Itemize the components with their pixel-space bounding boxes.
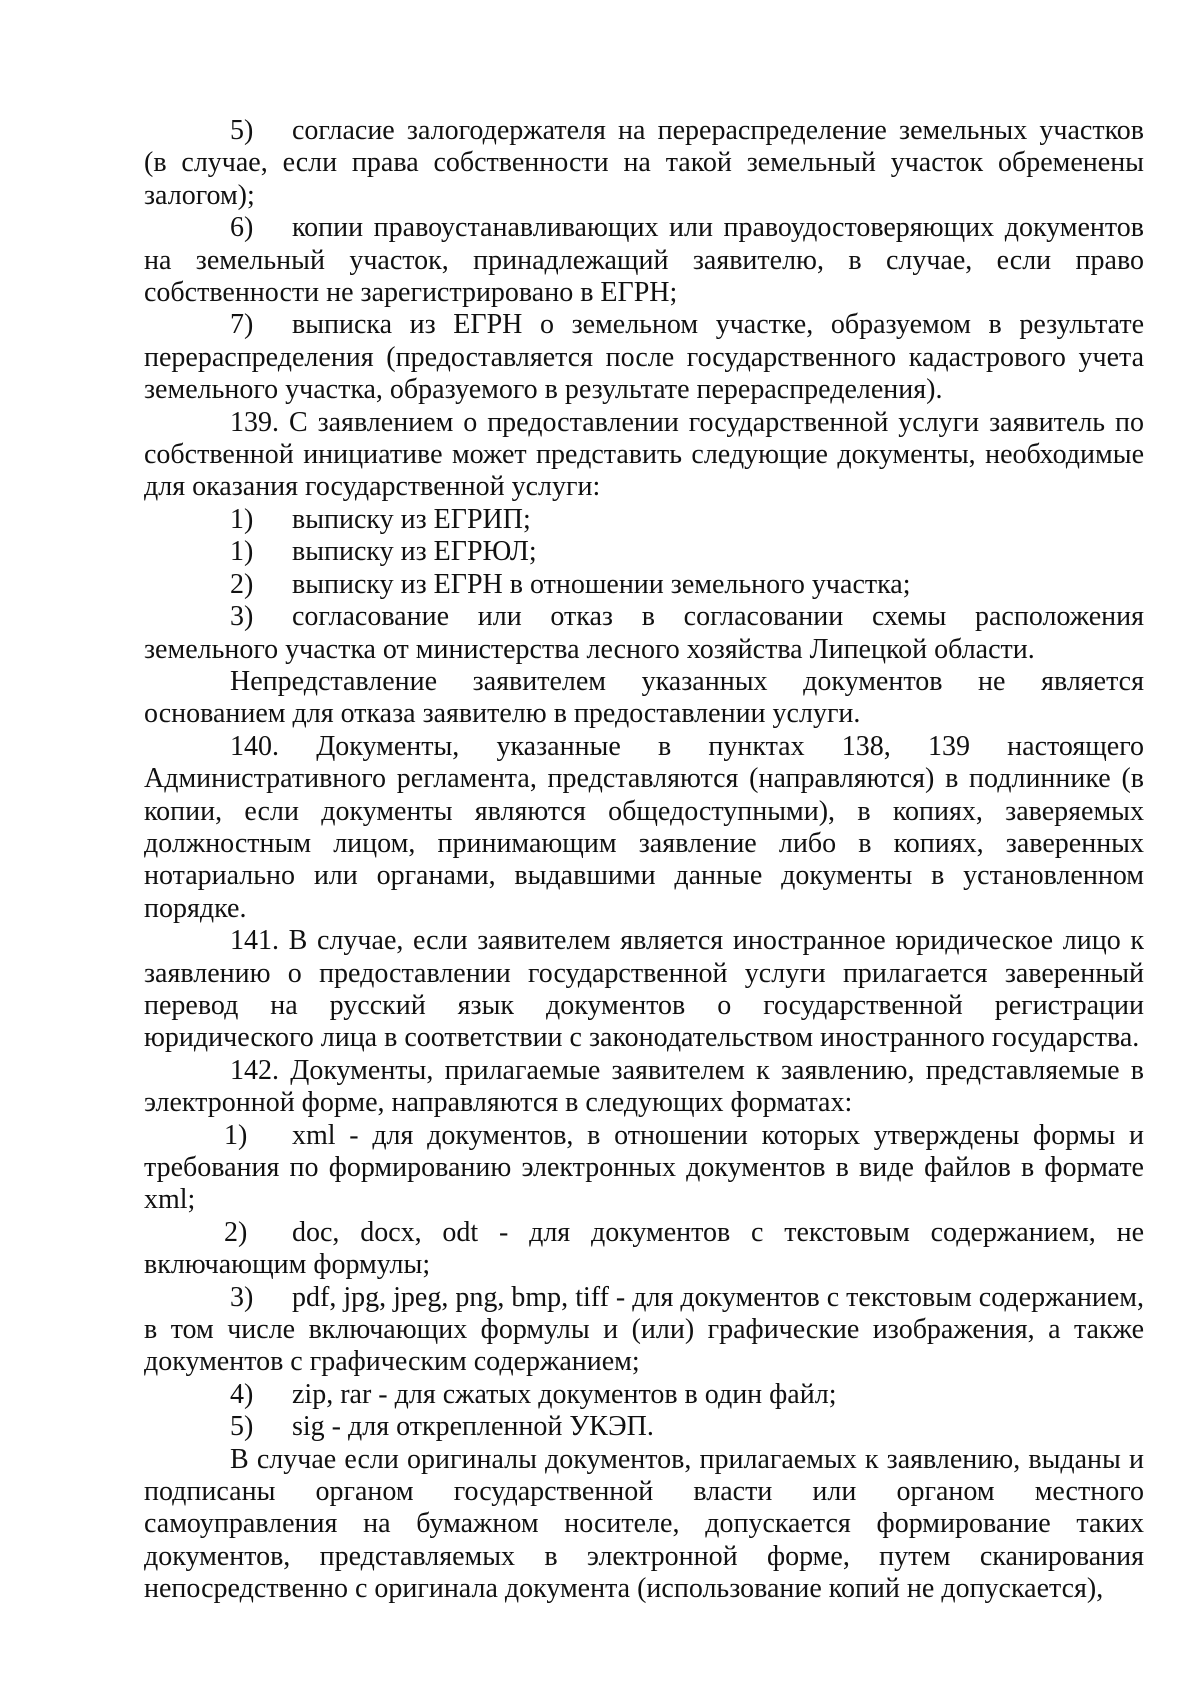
item-number: 5) — [230, 1411, 254, 1443]
list-item — [144, 1217, 1144, 1282]
list-item — [144, 569, 1144, 601]
item-text: копии правоустанавливающих или правоудостоверяющих документов на земельный участок, принадлежащий заявителю, в случае, если право собственности не зарегистрировано в ЕГРН; — [144, 212, 1144, 309]
item-number: 7) — [230, 309, 254, 341]
list-item — [144, 1120, 1144, 1217]
item-number: 2) — [224, 1216, 248, 1248]
item-text: doc, docx, odt - для документов с текстовым содержанием, не включающим формулы; — [144, 1216, 1144, 1281]
list-item — [144, 115, 1144, 212]
paragraph-142: 142. Документы, прилагаемые заявителем к заявлению, представляемые в электронной форме, направляются в следующих форматах: — [144, 1054, 1144, 1119]
item-number: 3) — [230, 601, 254, 633]
list-item — [144, 601, 1144, 666]
paragraph-originals: В случае если оригиналы документов, прилагаемых к заявлению, выданы и подписаны органом государственной власти или органом местного самоуправления на бумажном носителе, допускается формирование таких документов, представляемых в электронной форме, путем сканирования непосредственно с оригинала документа (использование копий не допускается), — [144, 1443, 1144, 1605]
list-item — [144, 309, 1144, 406]
item-text: выписку из ЕГРН в отношении земельного участка; — [292, 568, 911, 600]
item-number: 1) — [224, 1119, 248, 1151]
item-text: выписку из ЕГРИП; — [292, 503, 531, 535]
item-number: 6) — [230, 212, 254, 244]
item-text: согласование или отказ в согласовании схемы расположения земельного участка от министерства лесного хозяйства Липецкой области. — [144, 601, 1144, 665]
item-text: согласие залогодержателя на перераспределение земельных участков (в случае, если права собственности на такой земельный участок обременены залогом); — [144, 115, 1144, 211]
item-text: zip, rar - для сжатых документов в один файл; — [292, 1378, 837, 1410]
list-item — [144, 1411, 1144, 1443]
item-text: выписка из ЕГРН о земельном участке, образуемом в результате перераспределения (предоставляется после государственного кадастрового учета земельного участка, образуемого в результате перераспределения). — [144, 309, 1144, 406]
list-item — [144, 1379, 1144, 1411]
item-text: sig - для открепленной УКЭП. — [292, 1411, 654, 1443]
item-number: 4) — [230, 1378, 254, 1410]
item-number: 1) — [230, 503, 254, 535]
list-item — [144, 536, 1144, 568]
item-text: выписку из ЕГРЮЛ; — [292, 536, 537, 568]
item-number: 3) — [230, 1281, 254, 1313]
item-number: 2) — [230, 568, 254, 600]
item-number: 5) — [230, 115, 254, 146]
list-item — [144, 1282, 1144, 1379]
paragraph-139: 139. С заявлением о предоставлении государственной услуги заявитель по собственной инициативе может представить следующие документы, необходимые для оказания государственной услуги: — [144, 406, 1144, 503]
paragraph-141: 141. В случае, если заявителем является иностранное юридическое лицо к заявлению о предоставлении государственной услуги прилагается заверенный перевод на русский язык документов о государственной регистрации юридического лица в соответствии с законодательством иностранного государства. — [144, 925, 1144, 1054]
document-body — [144, 115, 1144, 1606]
item-text: pdf, jpg, jpeg, png, bmp, tiff - для документов с текстовым содержанием, в том числе включающих формулы и (или) графические изображения, а также документов с графическим содержанием; — [144, 1281, 1144, 1378]
list-item — [144, 504, 1144, 536]
item-text: xml - для документов, в отношении которых утверждены формы и требования по формированию электронных документов в виде файлов в формате xml; — [144, 1119, 1144, 1216]
paragraph-nonsubmission: Непредставление заявителем указанных документов не является основанием для отказа заявителю в предоставлении услуги. — [144, 665, 1144, 730]
paragraph-140: 140. Документы, указанные в пунктах 138, 139 настоящего Административного регламента, представляются (направляются) в подлиннике (в копии, если документы являются общедоступными), в копиях, заверяемых должностным лицом, принимающим заявление либо в копиях, заверенных нотариально или органами, выдавшими данные документы в установленном порядке. — [144, 730, 1144, 924]
list-item — [144, 212, 1144, 309]
item-number: 1) — [230, 536, 254, 568]
